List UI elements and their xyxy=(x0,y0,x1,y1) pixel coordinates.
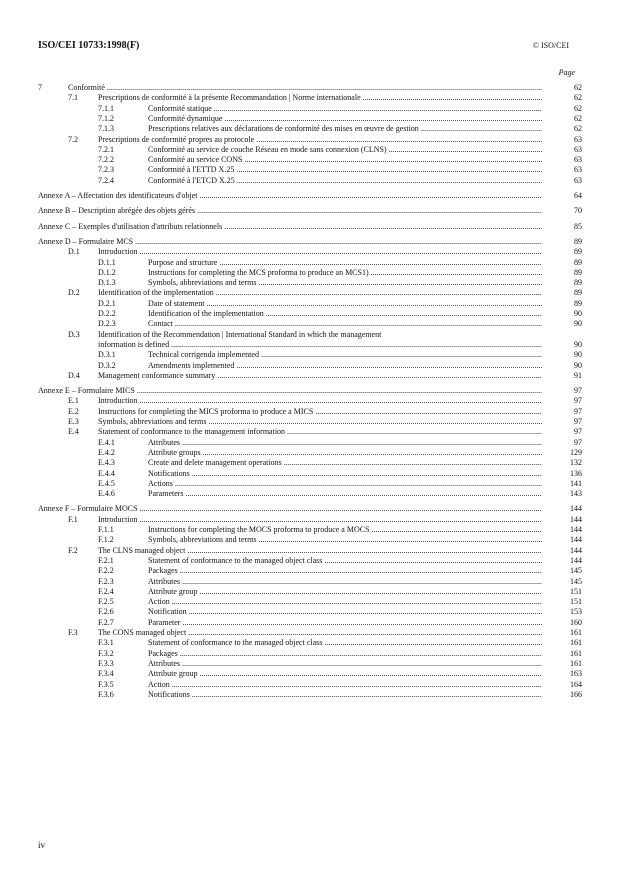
toc-entry-number: D.2 xyxy=(68,288,80,298)
toc-entry-page: 97 xyxy=(574,427,582,437)
toc-entry-title: Identification of the implementation ..... xyxy=(148,309,542,319)
toc-entry-number: D.2.3 xyxy=(98,319,116,329)
toc-entry[interactable] xyxy=(38,607,582,617)
toc-entry-title: Purpose and structure ..... xyxy=(148,258,542,268)
toc-entry-page: 163 xyxy=(570,669,582,679)
toc-entry-page: 62 xyxy=(574,103,582,113)
toc-entry-page: 136 xyxy=(570,468,582,478)
toc-entry[interactable] xyxy=(38,386,582,396)
toc-entry[interactable] xyxy=(38,237,582,247)
toc-entry[interactable] xyxy=(38,330,582,340)
toc-entry-page: 89 xyxy=(574,257,582,267)
toc-entry-number: F.1.2 xyxy=(98,535,114,545)
toc-entry-page: 90 xyxy=(574,309,582,318)
toc-entry-title: Attribute groups ..... xyxy=(148,448,542,458)
toc-entry[interactable] xyxy=(38,222,582,232)
toc-entry-title: Statement of conformance to the managed object class ..... xyxy=(148,556,542,566)
toc-entry-page: 70 xyxy=(574,206,582,216)
toc-entry-page: 97 xyxy=(574,396,582,406)
toc-entry[interactable] xyxy=(38,618,582,628)
toc-entry-page: 161 xyxy=(570,628,582,637)
toc-entry[interactable] xyxy=(38,135,582,145)
toc-entry-number: F.2.1 xyxy=(98,555,114,565)
toc-entry-page: 62 xyxy=(574,113,582,123)
toc-entry-page: 89 xyxy=(574,236,582,246)
toc-entry-number: 7.1.2 xyxy=(98,113,114,123)
toc-entry-title: Attributes ..... xyxy=(148,659,542,669)
toc-entry-page: 151 xyxy=(570,586,582,596)
toc-entry[interactable] xyxy=(38,628,582,638)
toc-entry-title: Identification of the implementation ..... xyxy=(98,288,542,298)
toc-entry[interactable] xyxy=(38,469,582,479)
toc-entry-title: Amendments implemented ..... xyxy=(148,361,542,371)
toc-entry-page: 64 xyxy=(574,191,582,200)
toc-entry-title: Conformité dynamique ..... xyxy=(148,114,542,124)
toc-entry[interactable] xyxy=(38,479,582,489)
toc-entry-number: E.4.3 xyxy=(98,458,115,468)
toc-entry[interactable] xyxy=(38,371,582,381)
toc-entry-title: Conformité ..... xyxy=(68,83,542,93)
toc-entry-title: Conformité à l'ETTD X.25 ..... xyxy=(148,165,542,175)
toc-entry[interactable] xyxy=(38,525,582,535)
toc-entry[interactable] xyxy=(38,638,582,648)
toc-entry-title: The CLNS managed object ..... xyxy=(98,546,542,556)
toc-entry-number: 7.2.4 xyxy=(98,175,114,185)
toc-entry-number: 7.2.1 xyxy=(98,144,114,154)
toc-entry[interactable] xyxy=(38,556,582,566)
toc-entry-title: Annexe F – Formulaire MOCS ..... xyxy=(38,504,542,514)
toc-entry[interactable] xyxy=(38,587,582,597)
toc-entry-title: Contact ..... xyxy=(148,319,542,329)
toc-entry-page: 63 xyxy=(574,175,582,185)
toc-entry-title: Conformité statique ..... xyxy=(148,104,542,114)
toc-entry-number: F.2.7 xyxy=(98,617,114,627)
toc-entry[interactable] xyxy=(38,407,582,417)
toc-entry-page: 63 xyxy=(574,165,582,175)
toc-entry-number: F.2 xyxy=(68,545,78,555)
toc-entry[interactable] xyxy=(38,361,582,371)
toc-entry-title: Conformité à l'ETCD X.25 ..... xyxy=(148,176,542,186)
toc-entry-page: 89 xyxy=(574,247,582,257)
toc-entry[interactable] xyxy=(38,669,582,679)
toc-entry-number: F.2.6 xyxy=(98,607,114,617)
toc-entry[interactable] xyxy=(38,278,582,288)
toc-entry-title: Notification ..... xyxy=(148,607,542,617)
toc-entry-title: Introduction ..... xyxy=(98,247,542,257)
toc-entry[interactable] xyxy=(38,458,582,468)
toc-entry-page: 62 xyxy=(574,124,582,134)
toc-entry-title: Notifications ..... xyxy=(148,469,542,479)
toc-entry-page: 62 xyxy=(574,83,582,92)
toc-entry[interactable] xyxy=(38,93,582,103)
toc-entry-number: 7 xyxy=(38,83,42,92)
toc-entry-title: Parameters ..... xyxy=(148,489,542,499)
toc-entry-number: F.3 xyxy=(68,628,78,637)
toc-entry-number: F.3.6 xyxy=(98,689,114,699)
toc-entry-number: E.1 xyxy=(68,396,79,406)
toc-entry-title: Date of statement ..... xyxy=(148,299,542,309)
toc-entry-title: Annexe B – Description abrégée des objets gérés ..... xyxy=(38,206,542,216)
toc-entry[interactable] xyxy=(38,649,582,659)
toc-entry[interactable] xyxy=(38,566,582,576)
toc-entry[interactable] xyxy=(38,489,582,499)
toc-entry-page: 161 xyxy=(570,658,582,668)
toc-entry-page: 161 xyxy=(570,648,582,658)
toc-entry[interactable] xyxy=(38,145,582,155)
toc-entry[interactable] xyxy=(38,546,582,556)
toc-entry-page: 89 xyxy=(574,288,582,298)
toc-entry[interactable] xyxy=(38,680,582,690)
toc-entry-title: Symbols, abbreviations and terms ..... xyxy=(148,535,542,545)
toc-entry-number: F.2.4 xyxy=(98,586,114,596)
toc-entry-number: 7.1.3 xyxy=(98,124,114,134)
toc-entry-page: 144 xyxy=(570,545,582,555)
toc-entry[interactable] xyxy=(38,597,582,607)
toc-entry-number: D.4 xyxy=(68,370,80,380)
copyright: © ISO/CEI xyxy=(532,41,569,50)
toc-entry[interactable] xyxy=(38,417,582,427)
toc-entry-number: E.4.4 xyxy=(98,468,115,478)
toc-entry-page: 90 xyxy=(574,339,582,349)
toc-entry-number: E.2 xyxy=(68,406,79,416)
toc-entry-number: D.1.1 xyxy=(98,257,116,267)
toc-entry-title: Annexe A – Affectation des identificateurs d'objet ..... xyxy=(38,191,542,201)
toc-entry-number: F.1 xyxy=(68,514,78,524)
toc-entry[interactable] xyxy=(38,258,582,268)
toc-entry-page: 91 xyxy=(574,370,582,380)
toc-entry-number: F.3.2 xyxy=(98,648,114,658)
toc-entry-title: The CONS managed object ..... xyxy=(98,628,542,638)
toc-entry-page: 144 xyxy=(570,555,582,565)
toc-entry-page: 97 xyxy=(574,437,582,447)
toc-entry-page: 89 xyxy=(574,278,582,288)
toc-entry-title: Prescriptions de conformité à la présente Recommandation | Norme internationale ..... xyxy=(98,93,542,103)
toc-entry-title: Instructions for completing the MOCS proforma to produce a MOCS ..... xyxy=(148,525,542,535)
toc-entry[interactable] xyxy=(38,268,582,278)
toc-entry-number: D.3.1 xyxy=(98,350,116,360)
toc-entry-page: 63 xyxy=(574,155,582,165)
toc-entry[interactable] xyxy=(38,427,582,437)
toc-entry[interactable] xyxy=(38,247,582,257)
toc-entry-number: F.2.5 xyxy=(98,597,114,607)
toc-entry[interactable] xyxy=(38,659,582,669)
toc-entry-page: 89 xyxy=(574,298,582,308)
toc-entry-title: Symbols, abbreviations and terms ..... xyxy=(98,417,542,427)
toc-entry-page: 153 xyxy=(570,607,582,617)
toc-entry-title: Actions ..... xyxy=(148,479,542,489)
toc-entry-number: E.4.5 xyxy=(98,478,115,488)
toc-entry-page: 144 xyxy=(570,504,582,514)
toc-entry-page: 90 xyxy=(574,319,582,329)
toc-entry-page: 89 xyxy=(574,267,582,277)
toc-entry-page: 132 xyxy=(570,458,582,468)
toc-entry-title: Attribute group ..... xyxy=(148,669,542,679)
toc-entry-page: 151 xyxy=(570,597,582,607)
toc-entry-title: Packages ..... xyxy=(148,566,542,576)
toc-entry[interactable] xyxy=(38,448,582,458)
toc-entry-page: 164 xyxy=(570,679,582,689)
toc-entry-number: D.1.3 xyxy=(98,278,116,288)
toc-entry-number: 7.2 xyxy=(68,134,78,144)
toc-entry-number: E.4.6 xyxy=(98,489,115,499)
toc-entry[interactable] xyxy=(38,350,582,360)
toc-entry[interactable] xyxy=(38,124,582,134)
toc-entry[interactable] xyxy=(38,288,582,298)
toc-entry-title: Annexe C – Exemples d'utilisation d'attributs relationnels ..... xyxy=(38,222,542,232)
toc-entry-title: Action ..... xyxy=(148,680,542,690)
toc-entry-title: Annexe D – Formulaire MCS ..... xyxy=(38,237,542,247)
toc-entry-title: Instructions for completing the MCS proforma to produce an MCS1) ..... xyxy=(148,268,542,278)
toc-entry-title: Packages ..... xyxy=(148,649,542,659)
toc-entry[interactable] xyxy=(38,309,582,319)
toc-entry-title: Attributes ..... xyxy=(148,577,542,587)
page-number: iv xyxy=(38,840,46,850)
toc-entry-page: 85 xyxy=(574,221,582,231)
toc-entry-title: Statement of conformance to the management information ..... xyxy=(98,427,542,437)
toc-entry-page: 161 xyxy=(570,638,582,648)
toc-entry-number: 7.1.1 xyxy=(98,103,114,113)
toc-entry-number: F.2.3 xyxy=(98,576,114,586)
toc-entry-number: D.1.2 xyxy=(98,267,116,277)
toc-entry-page: 144 xyxy=(570,525,582,534)
toc-entry-page: 62 xyxy=(574,93,582,103)
toc-entry-title: Symbols, abbreviations and terms ..... xyxy=(148,278,542,288)
toc-entry[interactable] xyxy=(38,438,582,448)
toc-entry[interactable] xyxy=(38,83,582,93)
toc-entry-number: D.2.2 xyxy=(98,309,116,318)
toc-entry-page: 144 xyxy=(570,514,582,524)
page-column-label: Page xyxy=(558,68,575,77)
toc-entry-number: F.3.1 xyxy=(98,638,114,648)
toc-entry-page: 97 xyxy=(574,406,582,416)
toc-entry-title: Attribute group ..... xyxy=(148,587,542,597)
toc-entry-page: 63 xyxy=(574,144,582,154)
toc-entry-page: 144 xyxy=(570,535,582,545)
toc-entry-page: 145 xyxy=(570,566,582,576)
toc-entry[interactable] xyxy=(38,176,582,186)
toc-entry[interactable] xyxy=(38,515,582,525)
document-id: ISO/CEI 10733:1998(F) xyxy=(38,40,140,51)
toc-entry-number: D.2.1 xyxy=(98,298,116,308)
toc-entry-page: 97 xyxy=(574,386,582,396)
toc-entry[interactable] xyxy=(38,504,582,514)
toc-entry-number: E.4 xyxy=(68,427,79,437)
toc-entry-number: F.3.4 xyxy=(98,669,114,679)
toc-entry-title: Technical corrigenda implemented ..... xyxy=(148,350,542,360)
toc-entry-title: Prescriptions de conformité propres au protocole ..... xyxy=(98,135,542,145)
toc-entry[interactable] xyxy=(38,396,582,406)
toc-entry-number: 7.1 xyxy=(68,93,78,103)
toc-entry-number: F.3.5 xyxy=(98,679,114,689)
toc-entry-number: E.4.1 xyxy=(98,437,115,447)
toc-entry-title: Create and delete management operations ..... xyxy=(148,458,542,468)
toc-entry[interactable] xyxy=(38,155,582,165)
toc-entry[interactable] xyxy=(38,165,582,175)
toc-entry[interactable] xyxy=(38,319,582,329)
toc-entry[interactable] xyxy=(38,340,582,350)
toc-entry-title: Instructions for completing the MICS proforma to produce a MICS ..... xyxy=(98,407,542,417)
toc-entry-page: 160 xyxy=(570,617,582,627)
toc-entry-title: Action ..... xyxy=(148,597,542,607)
toc-entry-number: E.4.2 xyxy=(98,447,115,457)
toc-entry-title: Annexe E – Formulaire MICS ..... xyxy=(38,386,542,396)
toc-entry[interactable] xyxy=(38,191,582,201)
toc-entry-title: Conformité au service CONS ..... xyxy=(148,155,542,165)
toc-entry[interactable] xyxy=(38,206,582,216)
toc-entry-title: Attributes ..... xyxy=(148,438,542,448)
toc-entry-page: 90 xyxy=(574,360,582,370)
toc-entry-number: E.3 xyxy=(68,417,79,426)
toc-entry[interactable] xyxy=(38,690,582,700)
toc-entry-page: 63 xyxy=(574,134,582,144)
toc-entry[interactable] xyxy=(38,104,582,114)
toc-entry-title: Prescriptions relatives aux déclarations de conformité des mises en œuvre de gestion ..... xyxy=(148,124,542,134)
toc-entry[interactable] xyxy=(38,577,582,587)
toc-entry-title: Identification of the Recommendation | International Standard in which the management xyxy=(98,329,382,339)
toc-entry-page: 141 xyxy=(570,478,582,488)
toc-entry-title: Introduction ..... xyxy=(98,515,542,525)
toc-entry-number: D.3 xyxy=(68,329,80,339)
toc-entry-number: D.3.2 xyxy=(98,360,116,370)
toc-entry-title: Statement of conformance to the managed object class ..... xyxy=(148,638,542,648)
toc-entry[interactable] xyxy=(38,535,582,545)
toc-entry-number: F.1.1 xyxy=(98,525,114,534)
toc-entry-number: 7.2.3 xyxy=(98,165,114,175)
toc-entry-title: Management conformance summary ..... xyxy=(98,371,542,381)
toc-entry-number: 7.2.2 xyxy=(98,155,114,165)
toc-entry-page: 143 xyxy=(570,489,582,499)
toc-entry-page: 129 xyxy=(570,447,582,457)
toc-entry-page: 90 xyxy=(574,350,582,360)
toc-entry-number: D.1 xyxy=(68,247,80,257)
toc-entry-title: Notifications ..... xyxy=(148,690,542,700)
toc-entry-number: F.2.2 xyxy=(98,566,114,576)
toc-entry[interactable] xyxy=(38,299,582,309)
toc-entry-title: Conformité au service de couche Réseau en mode sans connexion (CLNS) ..... xyxy=(148,145,542,155)
toc-entry-title: Parameter ..... xyxy=(148,618,542,628)
toc-entry-number: F.3.3 xyxy=(98,658,114,668)
toc-entry-title: Introduction ..... xyxy=(98,396,542,406)
toc-entry-page: 145 xyxy=(570,576,582,586)
toc-entry-title: information is defined ..... xyxy=(98,340,542,350)
toc-entry-page: 97 xyxy=(574,417,582,426)
toc-entry-page: 166 xyxy=(570,689,582,699)
toc-entry[interactable] xyxy=(38,114,582,124)
